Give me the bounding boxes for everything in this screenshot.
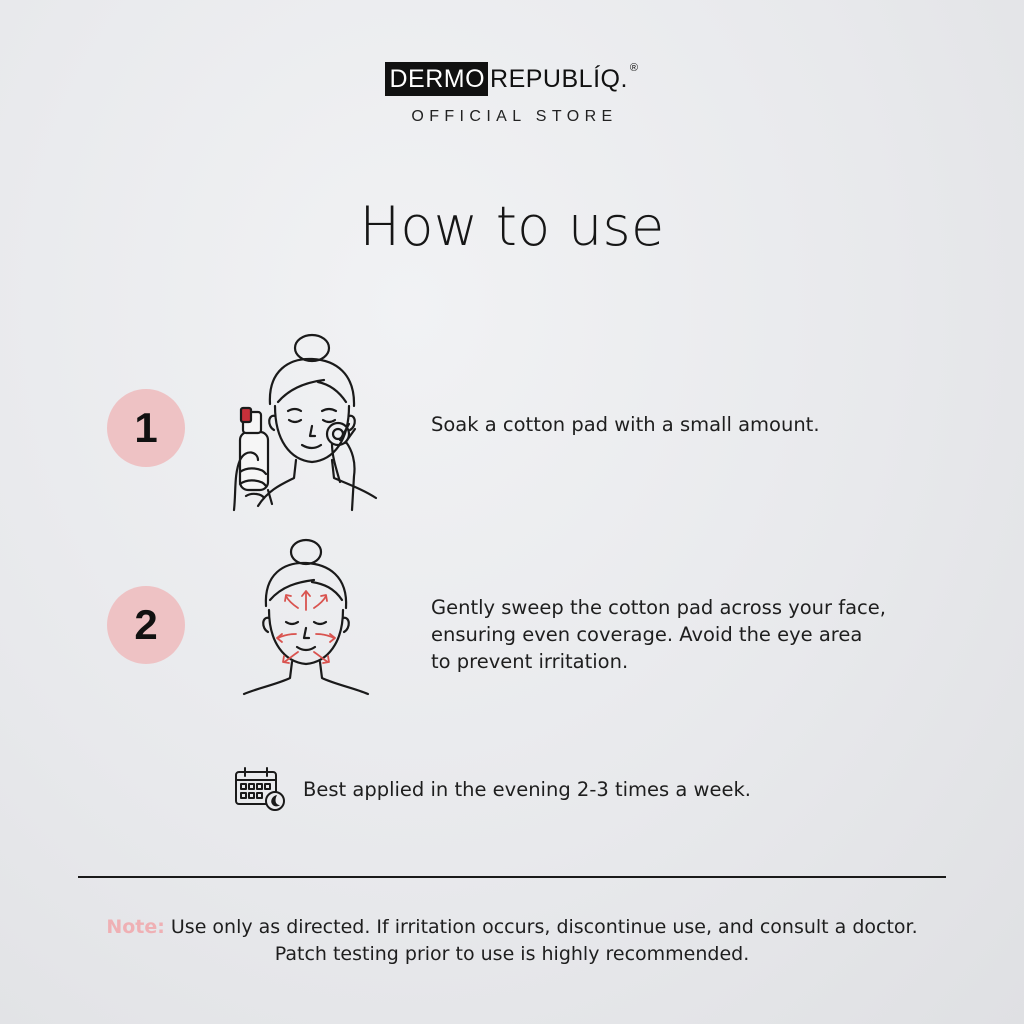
step-2-line-1: Gently sweep the cotton pad across your face, [431,596,886,619]
step-2-line-3: to prevent irritation. [431,650,629,673]
brand-logo [385,62,638,96]
usage-note [0,914,1024,968]
usage-frequency-text: Best applied in the evening 2-3 times a week. [303,777,751,801]
note-label: Note: [106,916,165,938]
logo-dark-part: DERMO [385,62,488,96]
logo-light-part: REPUBLÍQ. [490,65,628,93]
step-2-text [431,594,961,675]
step-1-badge: 1 [107,389,185,467]
step-2-line-2: ensuring even coverage. Avoid the eye area [431,623,863,646]
note-line-2: Patch testing prior to use is highly recommended. [274,943,750,965]
note-line-1 [0,914,1024,941]
brand-tagline: OFFICIAL STORE [411,108,618,125]
step-1-line-1: Soak a cotton pad with a small amount. [431,413,820,436]
note-line-1-text: Use only as directed. If irritation occurs, discontinue use, and consult a doctor. [164,916,918,938]
section-divider [78,876,946,878]
step-1-text [431,411,961,438]
step-2-badge: 2 [107,586,185,664]
page-title: How to use [359,195,665,258]
brand-header [0,62,1024,126]
usage-frequency-tip [233,766,751,812]
calendar-moon-icon [233,766,287,812]
face-sweep-arrows-icon [240,538,370,696]
face-cotton-pad-icon [228,332,380,512]
registered-mark: ® [629,62,639,74]
